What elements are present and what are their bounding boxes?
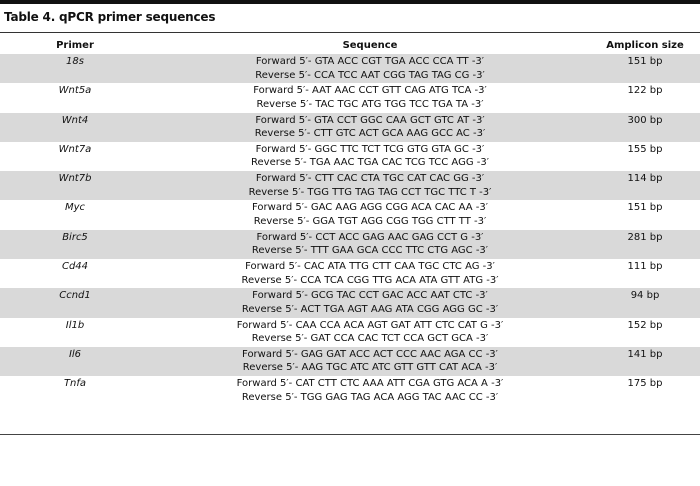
header-sequence: Sequence <box>342 40 398 51</box>
forward-sequence: Forward 5′- CCT ACC GAG AAC GAG CCT G -3′ <box>256 231 484 243</box>
forward-sequence: Forward 5′- CAA CCA ACA AGT GAT ATT CTC CAT G -3′ <box>236 319 504 331</box>
reverse-sequence: Reverse 5′- GGA TGT AGG CGG TGG CTT TT -3′ <box>253 215 487 227</box>
forward-sequence: Forward 5′- GAG GAT ACC ACT CCC AAC AGA CC -3′ <box>242 348 498 360</box>
amplicon-size: 122 bp <box>627 85 663 97</box>
header-primer: Primer <box>56 40 94 51</box>
top-border <box>0 0 700 4</box>
sequence-cell <box>150 113 590 142</box>
forward-sequence: Forward 5′- GCG TAC CCT GAC ACC AAT CTC -3′ <box>252 290 488 302</box>
reverse-sequence: Reverse 5′- TGG GAG TAG ACA AGG TAC AAC CC -3′ <box>241 391 499 403</box>
forward-sequence: Forward 5′- CTT CAC CTA TGC CAT CAC GG -3′ <box>255 173 485 185</box>
amplicon-size: 151 bp <box>627 202 663 214</box>
primer-name: 18s <box>66 56 84 67</box>
sequence-cell <box>150 142 590 171</box>
primer-name: Il6 <box>68 348 82 360</box>
table-row <box>0 318 700 347</box>
primer-name: Tnfa <box>63 378 87 390</box>
table-row <box>0 230 700 259</box>
amplicon-size: 152 bp <box>627 319 663 331</box>
reverse-sequence: Reverse 5′- TGA AAC TGA CAC TCG TCC AGG -3′ <box>251 157 489 169</box>
table-row <box>0 259 700 288</box>
amplicon-size: 141 bp <box>627 348 663 360</box>
amplicon-size: 281 bp <box>627 231 663 243</box>
forward-sequence: Forward 5′- GTA CCT GGC CAA GCT GTC AT -3′ <box>255 114 485 126</box>
forward-sequence: Forward 5′- CAT CTT CTC AAA ATT CGA GTG ACA A -3′ <box>236 378 504 390</box>
sequence-cell <box>150 230 590 259</box>
sequence-cell <box>150 259 590 288</box>
primer-table <box>0 38 700 406</box>
sequence-cell <box>150 347 590 376</box>
table-row <box>0 376 700 405</box>
header-amplicon: Amplicon size <box>606 40 684 51</box>
reverse-sequence: Reverse 5′- ACT TGA AGT AAG ATA CGG AGG GC -3′ <box>241 303 499 315</box>
sequence-cell <box>150 171 590 200</box>
sequence-cell <box>150 318 590 347</box>
forward-sequence: Forward 5′- GGC TTC TCT TCG GTG GTA GC -3′ <box>255 143 485 155</box>
bottom-rule <box>0 434 700 435</box>
reverse-sequence: Reverse 5′- AAG TGC ATC ATC GTT GTT CAT ACA -3′ <box>242 362 498 374</box>
table-row <box>0 171 700 200</box>
table-row <box>0 142 700 171</box>
title-rule <box>0 32 700 33</box>
amplicon-size: 151 bp <box>627 56 663 67</box>
sequence-cell <box>150 288 590 317</box>
sequence-cell <box>150 83 590 112</box>
forward-sequence: Forward 5′- CAC ATA TTG CTT CAA TGC CTC AG -3′ <box>245 261 495 273</box>
sequence-cell <box>150 200 590 229</box>
amplicon-size: 175 bp <box>627 378 663 390</box>
reverse-sequence: Reverse 5′- CTT GTC ACT GCA AAG GCC AC -3′ <box>254 128 486 140</box>
primer-name: Wnt7a <box>58 143 92 155</box>
reverse-sequence: Reverse 5′- TGG TTG TAG TAG CCT TGC TTC T -3′ <box>248 186 492 198</box>
table-row <box>0 83 700 112</box>
table-header <box>0 38 700 54</box>
primer-name: Wnt7b <box>58 173 92 185</box>
reverse-sequence: Reverse 5′- TAC TGC ATG TGG TCC TGA TA -3′ <box>256 98 484 110</box>
amplicon-size: 111 bp <box>627 261 663 273</box>
primer-name: Ccnd1 <box>59 290 91 302</box>
amplicon-size: 300 bp <box>627 114 663 126</box>
table-row <box>0 288 700 317</box>
forward-sequence: Forward 5′- GTA ACC CGT TGA ACC CCA TT -3′ <box>255 56 485 67</box>
amplicon-size: 114 bp <box>627 173 663 185</box>
amplicon-size: 155 bp <box>627 143 663 155</box>
amplicon-size: 94 bp <box>630 290 660 302</box>
table-row <box>0 113 700 142</box>
primer-name: Wnt5a <box>58 85 92 97</box>
table-row <box>0 347 700 376</box>
forward-sequence: Forward 5′- GAC AAG AGG CGG ACA CAC AA -3′ <box>252 202 488 214</box>
primer-name: Birc5 <box>62 231 88 243</box>
reverse-sequence: Reverse 5′- CCA TCA CGG TTG ACA ATA GTT ATG -3′ <box>241 274 499 286</box>
primer-name: Cd44 <box>61 261 89 273</box>
table-row <box>0 200 700 229</box>
reverse-sequence: Reverse 5′- GAT CCA CAC TCT CCA GCT GCA -3′ <box>251 333 489 345</box>
primer-name: Wnt4 <box>61 114 89 126</box>
sequence-cell <box>150 376 590 405</box>
forward-sequence: Forward 5′- AAT AAC CCT GTT CAG ATG TCA -3′ <box>253 85 487 97</box>
table-title: Table 4. qPCR primer sequences <box>4 10 216 24</box>
primer-name: Myc <box>64 202 86 214</box>
sequence-cell <box>150 54 590 83</box>
table-row <box>0 54 700 83</box>
reverse-sequence: Reverse 5′- TTT GAA GCA CCC TTC CTG AGC -3′ <box>251 245 489 257</box>
primer-name: Il1b <box>65 319 85 331</box>
reverse-sequence: Reverse 5′- CCA TCC AAT CGG TAG TAG CG -3′ <box>255 69 485 81</box>
